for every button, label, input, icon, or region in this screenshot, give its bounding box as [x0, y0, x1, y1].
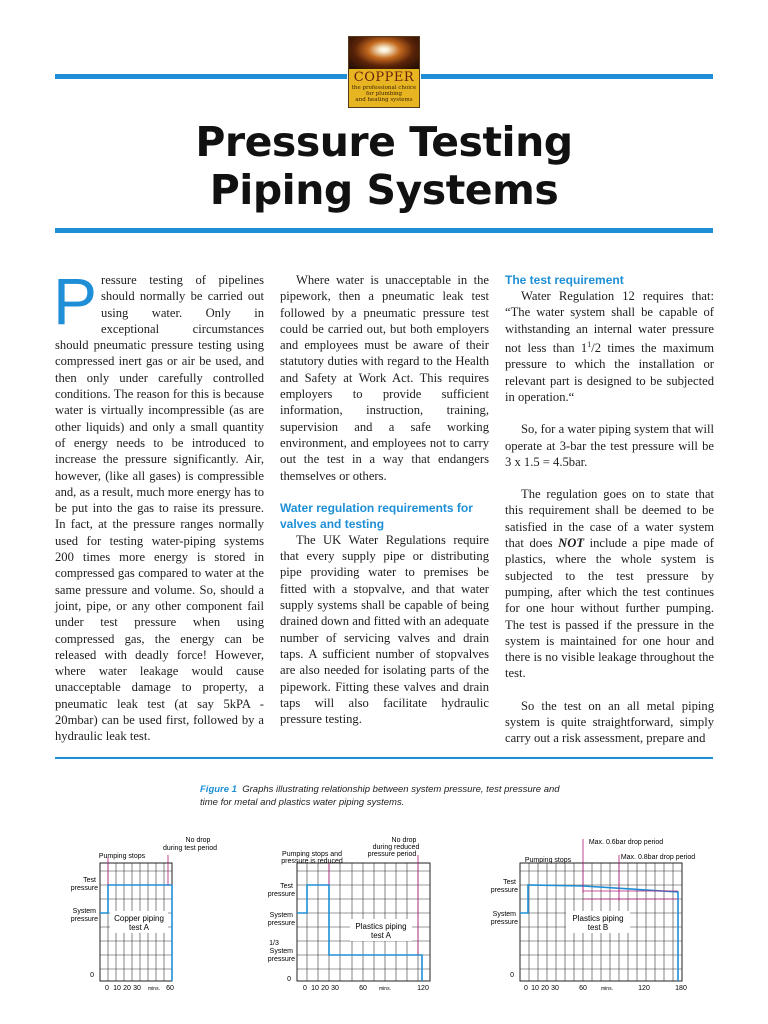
- graph-b-x-20: 20: [321, 985, 329, 992]
- graph-c-y-test-1: Test: [503, 879, 516, 886]
- graph-b-annot-pump-1: Pumping stops and: [282, 851, 342, 858]
- figure-caption-text: Graphs illustrating relationship between system pressure, test pressure and time for metal and plastics water piping systems.: [200, 784, 560, 808]
- intro-paragraph: [53, 264, 264, 745]
- copper-logo: [348, 36, 420, 108]
- graph-c-x-30: 30: [551, 985, 559, 992]
- graph-b-annot-pump-2: pressure is reduced: [281, 858, 343, 865]
- graph-a-annot-drop-1: No drop: [185, 837, 211, 844]
- graph-b-annot-drop-2: during reduced: [372, 844, 420, 851]
- graph-c-x-120: 120: [638, 985, 650, 992]
- graph-b-x-0: 0: [303, 985, 307, 992]
- graph-a-x-unit: mins.: [148, 986, 160, 992]
- title-rule: [55, 228, 713, 233]
- logo-brand: COPPER: [353, 70, 415, 85]
- graph-a-x-30: 30: [133, 985, 141, 992]
- graph-a-x-10: 10: [113, 985, 121, 992]
- logo-tagline-1: the professional choice: [351, 85, 417, 91]
- graph-b-y-system-2: pressure: [267, 920, 295, 927]
- graph-a-annot-drop-2: during test period: [162, 845, 218, 852]
- graph-b-y-third-3: pressure: [267, 956, 295, 963]
- graph-c-annot-08: Max. 0.8bar drop period: [620, 854, 696, 861]
- logo-tagline-2: for plumbing: [365, 91, 403, 97]
- graph-plastics-test-b: [478, 833, 708, 993]
- graph-c-y-system-2: pressure: [490, 919, 518, 926]
- graph-c-x-0: 0: [524, 985, 528, 992]
- logo-tagline-3: and heating systems: [355, 97, 413, 103]
- graph-a-label-2: test A: [128, 923, 150, 932]
- graph-copper-test-a: [60, 833, 260, 993]
- graph-a-label-1: Copper piping: [114, 914, 164, 923]
- figure-caption: [200, 783, 570, 809]
- graph-b-x-120: 120: [417, 985, 429, 992]
- graph-a-y-test-1: Test: [83, 877, 96, 884]
- col3-paragraph-2: So, for a water piping system that will operate at 3-bar the test pressure will be 3 x 1.5 = 4.5bar.: [505, 422, 714, 469]
- col3-paragraph-1: Water Regulation 12 requires that: “The water system shall be capable of withstanding an internal water pressure not less than $1^1/2$ times the maximum pressure to which the installation or relevant part is designed to be subjected in operation.“: [505, 289, 714, 404]
- graph-c-x-60: 60: [579, 985, 587, 992]
- title-line-2: Piping Systems: [209, 166, 559, 214]
- graph-c-x-20: 20: [541, 985, 549, 992]
- graph-c-label-2: test B: [587, 923, 609, 932]
- graph-b-annot-drop-1: No drop: [391, 837, 417, 844]
- graph-a-y-system-1: System: [72, 908, 96, 915]
- graph-b-y-third-1: 1/3: [269, 940, 279, 947]
- graph-c-x-10: 10: [531, 985, 539, 992]
- graph-b-x-60: 60: [359, 985, 367, 992]
- graph-c-annot-06: Max. 0.6bar drop period: [588, 839, 664, 846]
- graph-b-label-2: test A: [370, 931, 392, 940]
- figure-label: Figure 1: [200, 784, 237, 795]
- graph-a-y-zero: 0: [90, 972, 94, 979]
- graph-a-x-0: 0: [105, 985, 109, 992]
- col3-paragraph-3: The regulation goes on to state that this requirement shall be deemed to be satisfied in the case of a water system that does NOT include a pipe made of plastics, where the whole system is subjected to the test pressure by pumping, after which the test continues for one hour without further pumping. The test is passed if the pressure in the system is maintained for one hour and there is no visible leakage throughout the test.: [505, 487, 714, 681]
- top-rule-right: [421, 74, 713, 79]
- column-3: [505, 272, 714, 747]
- logo-panel: [349, 69, 419, 108]
- intro-text: ressure testing of pipelines should normally be carried out using water. Only in exceptional circumstances should pneumatic pressure testing using compressed inert gas or air be used, and then only under carefully controlled conditions. The reason for this is because water is virtually incompressible (as are other liquids) and only a small quantity of energy needs to be introduced to increase the pressure significantly. Air, however, (like all gases) is compressible and, as a result, much more energy has to be put into the gas to raise its pressure. In fact, at the pressure ranges normally used for testing water-piping systems 200 times more energy is stored in compressed gas compared to water at the same pressure and volume. So, should a joint, pipe, or any other component fail under test pressure when using compressed gas, the energy can be released with deadly force! However, where water leakage would cause unacceptable damage to property, a pneumatic leak test (at say 5kPA - 20mbar) can be used first, followed by a hydraulic leak test.: [55, 273, 264, 744]
- graph-b-y-system-1: System: [269, 912, 293, 919]
- graph-b-x-unit: mins.: [379, 986, 391, 992]
- graph-a-x-20: 20: [123, 985, 131, 992]
- col2-subheading: Water regulation requirements for valves and testing: [280, 500, 473, 531]
- graph-b-y-third-2: System: [269, 948, 293, 955]
- graph-plastics-test-a: [252, 833, 452, 993]
- column-2: [280, 272, 489, 727]
- col2-paragraph-1: Where water is unacceptable in the pipework, then a pneumatic leak test followed by a pneumatic pressure test could be carried out, but both employers and employees must be aware of their statutory duties with regard to the Health and Safety at Work Act. This requires employers to provide sufficient information, instruction, training, supervision and a safe working environment, and employees not to carry out the test in a way that endangers themselves or others.: [280, 273, 489, 483]
- col3-paragraph-4: So the test on an all metal piping system is quite straightforward, simply carry out a risk assessment, prepare and: [505, 698, 714, 746]
- figure-rule: [55, 757, 713, 759]
- graph-c-annot-pump: Pumping stops: [524, 857, 572, 864]
- top-rule-left: [55, 74, 347, 79]
- column-1: [53, 264, 264, 745]
- graph-a-y-system-2: pressure: [70, 916, 98, 923]
- graph-c-y-zero: 0: [510, 972, 514, 979]
- graph-b-label-1: Plastics piping: [355, 922, 407, 931]
- drop-cap: P: [53, 264, 98, 338]
- col3-subheading: The test requirement: [505, 273, 624, 287]
- graph-b-y-zero: 0: [287, 976, 291, 983]
- graph-b-x-10: 10: [311, 985, 319, 992]
- graph-a-annot-pump: Pumping stops: [98, 853, 146, 860]
- graph-c-x-180: 180: [675, 985, 687, 992]
- graph-c-y-system-1: System: [492, 911, 516, 918]
- title-line-1: Pressure Testing: [195, 118, 573, 166]
- graph-c-x-unit: mins.: [601, 986, 613, 992]
- graph-a-x-60: 60: [166, 985, 174, 992]
- logo-sunburst-image: [349, 37, 419, 69]
- graph-b-x-30: 30: [331, 985, 339, 992]
- graph-a-y-test-2: pressure: [70, 885, 98, 892]
- page-title: [0, 118, 768, 214]
- graph-c-label-1: Plastics piping: [572, 914, 624, 923]
- graph-b-y-test-2: pressure: [267, 891, 295, 898]
- graph-b-y-test-1: Test: [280, 883, 293, 890]
- col2-paragraph-2: The UK Water Regulations require that every supply pipe or distributing pipe providing water to premises be fitted with a stopvalve, and that water supply systems shall be capable of being drained down and fitted with an adequate number of servicing valves and drain taps. A sufficient number of stopvalves are also needed for isolating parts of the pipework. Fitting these valves and drain taps will also facilitate hydraulic pressure testing.: [280, 532, 489, 727]
- graph-c-y-test-2: pressure: [490, 887, 518, 894]
- graph-b-annot-drop-3: pressure period: [367, 851, 417, 858]
